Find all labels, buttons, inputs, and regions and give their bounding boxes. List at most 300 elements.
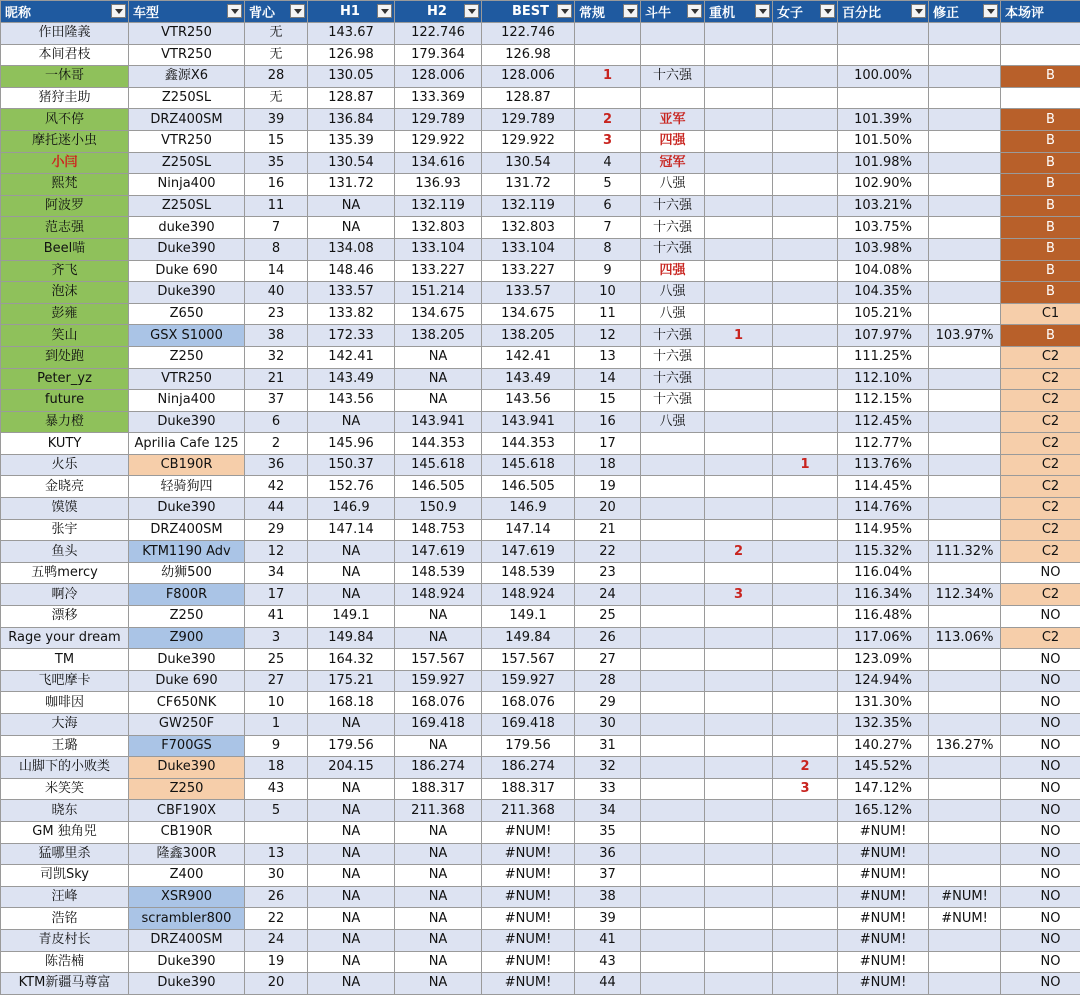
- cell-regular[interactable]: 23: [575, 562, 641, 584]
- cell-model[interactable]: XSR900: [129, 886, 245, 908]
- cell-grade[interactable]: C2: [1001, 519, 1080, 541]
- cell-grade[interactable]: C2: [1001, 541, 1080, 563]
- cell-model[interactable]: 鑫源X6: [129, 66, 245, 88]
- cell-corrected[interactable]: 136.27%: [929, 735, 1001, 757]
- col-header-regular[interactable]: [575, 1, 641, 23]
- cell-regular[interactable]: 29: [575, 692, 641, 714]
- cell-h1[interactable]: 204.15: [308, 757, 395, 779]
- cell-duel[interactable]: [641, 627, 705, 649]
- cell-heavy[interactable]: [705, 757, 773, 779]
- cell-regular[interactable]: 16: [575, 411, 641, 433]
- cell-best[interactable]: 133.227: [482, 260, 575, 282]
- cell-h1[interactable]: 149.84: [308, 627, 395, 649]
- cell-vest[interactable]: 2: [245, 433, 308, 455]
- cell-duel[interactable]: 十六强: [641, 217, 705, 239]
- cell-h2[interactable]: NA: [395, 735, 482, 757]
- cell-vest[interactable]: 无: [245, 87, 308, 109]
- cell-regular[interactable]: 11: [575, 303, 641, 325]
- cell-model[interactable]: Duke390: [129, 238, 245, 260]
- cell-heavy[interactable]: 2: [705, 541, 773, 563]
- cell-vest[interactable]: 6: [245, 411, 308, 433]
- cell-best[interactable]: 144.353: [482, 433, 575, 455]
- cell-corrected[interactable]: [929, 152, 1001, 174]
- cell-heavy[interactable]: [705, 433, 773, 455]
- cell-h1[interactable]: NA: [308, 541, 395, 563]
- cell-nickname[interactable]: 浩铭: [1, 908, 129, 930]
- cell-percent[interactable]: #NUM!: [838, 973, 929, 995]
- cell-regular[interactable]: [575, 44, 641, 66]
- cell-regular[interactable]: 34: [575, 800, 641, 822]
- cell-nickname[interactable]: 摩托迷小虫: [1, 130, 129, 152]
- cell-h1[interactable]: 168.18: [308, 692, 395, 714]
- cell-regular[interactable]: 32: [575, 757, 641, 779]
- cell-duel[interactable]: [641, 800, 705, 822]
- cell-duel[interactable]: [641, 908, 705, 930]
- cell-percent[interactable]: 123.09%: [838, 649, 929, 671]
- cell-vest[interactable]: 27: [245, 670, 308, 692]
- cell-best[interactable]: 149.1: [482, 606, 575, 628]
- cell-percent[interactable]: 112.45%: [838, 411, 929, 433]
- cell-percent[interactable]: 101.98%: [838, 152, 929, 174]
- cell-best[interactable]: 211.368: [482, 800, 575, 822]
- cell-heavy[interactable]: [705, 390, 773, 412]
- cell-nickname[interactable]: 笑山: [1, 325, 129, 347]
- cell-grade[interactable]: NO: [1001, 692, 1080, 714]
- cell-corrected[interactable]: [929, 217, 1001, 239]
- cell-vest[interactable]: 5: [245, 800, 308, 822]
- cell-model[interactable]: CBF190X: [129, 800, 245, 822]
- cell-grade[interactable]: [1001, 23, 1080, 45]
- cell-heavy[interactable]: [705, 519, 773, 541]
- cell-model[interactable]: Z400: [129, 865, 245, 887]
- cell-women[interactable]: [773, 498, 838, 520]
- cell-women[interactable]: [773, 692, 838, 714]
- cell-model[interactable]: Duke 690: [129, 670, 245, 692]
- cell-corrected[interactable]: [929, 865, 1001, 887]
- cell-duel[interactable]: [641, 692, 705, 714]
- cell-grade[interactable]: C2: [1001, 454, 1080, 476]
- cell-grade[interactable]: NO: [1001, 670, 1080, 692]
- cell-heavy[interactable]: [705, 865, 773, 887]
- cell-heavy[interactable]: [705, 130, 773, 152]
- cell-h2[interactable]: 148.753: [395, 519, 482, 541]
- cell-vest[interactable]: 无: [245, 23, 308, 45]
- cell-percent[interactable]: #NUM!: [838, 865, 929, 887]
- cell-vest[interactable]: 32: [245, 346, 308, 368]
- cell-h1[interactable]: 133.57: [308, 282, 395, 304]
- cell-women[interactable]: [773, 519, 838, 541]
- cell-nickname[interactable]: 飞吧摩卡: [1, 670, 129, 692]
- cell-h2[interactable]: 129.789: [395, 109, 482, 131]
- cell-vest[interactable]: 15: [245, 130, 308, 152]
- cell-duel[interactable]: 八强: [641, 411, 705, 433]
- cell-best[interactable]: 145.618: [482, 454, 575, 476]
- cell-heavy[interactable]: [705, 476, 773, 498]
- cell-model[interactable]: Z900: [129, 627, 245, 649]
- cell-model[interactable]: VTR250: [129, 368, 245, 390]
- cell-percent[interactable]: 112.15%: [838, 390, 929, 412]
- cell-vest[interactable]: 44: [245, 498, 308, 520]
- cell-vest[interactable]: 11: [245, 195, 308, 217]
- cell-women[interactable]: [773, 152, 838, 174]
- cell-best[interactable]: #NUM!: [482, 973, 575, 995]
- cell-nickname[interactable]: 熙梵: [1, 174, 129, 196]
- cell-duel[interactable]: [641, 584, 705, 606]
- cell-best[interactable]: 168.076: [482, 692, 575, 714]
- filter-dropdown-icon[interactable]: [983, 4, 998, 18]
- cell-regular[interactable]: 33: [575, 778, 641, 800]
- cell-best[interactable]: 169.418: [482, 714, 575, 736]
- cell-vest[interactable]: 22: [245, 908, 308, 930]
- cell-heavy[interactable]: [705, 152, 773, 174]
- cell-corrected[interactable]: [929, 606, 1001, 628]
- cell-women[interactable]: [773, 325, 838, 347]
- cell-nickname[interactable]: 山脚下的小败类: [1, 757, 129, 779]
- cell-corrected[interactable]: [929, 951, 1001, 973]
- cell-model[interactable]: Duke390: [129, 951, 245, 973]
- cell-h2[interactable]: 146.505: [395, 476, 482, 498]
- cell-h2[interactable]: 179.364: [395, 44, 482, 66]
- cell-vest[interactable]: 12: [245, 541, 308, 563]
- cell-nickname[interactable]: 大海: [1, 714, 129, 736]
- cell-corrected[interactable]: [929, 670, 1001, 692]
- cell-women[interactable]: [773, 606, 838, 628]
- cell-grade[interactable]: NO: [1001, 562, 1080, 584]
- cell-women[interactable]: [773, 282, 838, 304]
- filter-dropdown-icon[interactable]: [755, 4, 770, 18]
- cell-corrected[interactable]: [929, 433, 1001, 455]
- cell-duel[interactable]: 十六强: [641, 368, 705, 390]
- filter-dropdown-icon[interactable]: [623, 4, 638, 18]
- cell-grade[interactable]: NO: [1001, 886, 1080, 908]
- cell-corrected[interactable]: [929, 238, 1001, 260]
- cell-nickname[interactable]: Beel喵: [1, 238, 129, 260]
- cell-best[interactable]: 132.119: [482, 195, 575, 217]
- cell-percent[interactable]: 115.32%: [838, 541, 929, 563]
- cell-h2[interactable]: 159.927: [395, 670, 482, 692]
- cell-grade[interactable]: [1001, 44, 1080, 66]
- filter-dropdown-icon[interactable]: [111, 4, 126, 18]
- cell-vest[interactable]: 41: [245, 606, 308, 628]
- cell-nickname[interactable]: 一休哥: [1, 66, 129, 88]
- cell-grade[interactable]: C2: [1001, 498, 1080, 520]
- cell-nickname[interactable]: 本间君枝: [1, 44, 129, 66]
- filter-dropdown-icon[interactable]: [687, 4, 702, 18]
- cell-corrected[interactable]: [929, 562, 1001, 584]
- cell-model[interactable]: Duke390: [129, 498, 245, 520]
- filter-dropdown-icon[interactable]: [377, 4, 392, 18]
- cell-h2[interactable]: NA: [395, 929, 482, 951]
- cell-women[interactable]: [773, 821, 838, 843]
- cell-vest[interactable]: 8: [245, 238, 308, 260]
- cell-percent[interactable]: 112.10%: [838, 368, 929, 390]
- cell-duel[interactable]: 十六强: [641, 390, 705, 412]
- cell-vest[interactable]: 36: [245, 454, 308, 476]
- col-header-grade[interactable]: [1001, 1, 1080, 23]
- cell-corrected[interactable]: [929, 411, 1001, 433]
- cell-duel[interactable]: 四强: [641, 130, 705, 152]
- cell-best[interactable]: #NUM!: [482, 908, 575, 930]
- cell-h1[interactable]: 147.14: [308, 519, 395, 541]
- cell-grade[interactable]: B: [1001, 152, 1080, 174]
- cell-best[interactable]: 147.14: [482, 519, 575, 541]
- cell-regular[interactable]: 8: [575, 238, 641, 260]
- cell-women[interactable]: 1: [773, 454, 838, 476]
- cell-nickname[interactable]: 暴力橙: [1, 411, 129, 433]
- cell-women[interactable]: [773, 433, 838, 455]
- cell-duel[interactable]: 八强: [641, 174, 705, 196]
- cell-h1[interactable]: NA: [308, 929, 395, 951]
- cell-model[interactable]: Aprilia Cafe 125: [129, 433, 245, 455]
- cell-model[interactable]: Ninja400: [129, 174, 245, 196]
- cell-vest[interactable]: 1: [245, 714, 308, 736]
- cell-grade[interactable]: B: [1001, 109, 1080, 131]
- cell-model[interactable]: GW250F: [129, 714, 245, 736]
- cell-percent[interactable]: 116.48%: [838, 606, 929, 628]
- cell-heavy[interactable]: [705, 411, 773, 433]
- cell-heavy[interactable]: [705, 951, 773, 973]
- cell-vest[interactable]: 39: [245, 109, 308, 131]
- cell-corrected[interactable]: [929, 821, 1001, 843]
- cell-heavy[interactable]: [705, 238, 773, 260]
- cell-h2[interactable]: 134.675: [395, 303, 482, 325]
- cell-regular[interactable]: 15: [575, 390, 641, 412]
- cell-h2[interactable]: NA: [395, 886, 482, 908]
- cell-duel[interactable]: [641, 454, 705, 476]
- filter-dropdown-icon[interactable]: [557, 4, 572, 18]
- cell-h2[interactable]: 157.567: [395, 649, 482, 671]
- cell-corrected[interactable]: [929, 44, 1001, 66]
- cell-nickname[interactable]: 齐飞: [1, 260, 129, 282]
- cell-model[interactable]: duke390: [129, 217, 245, 239]
- cell-h1[interactable]: 145.96: [308, 433, 395, 455]
- col-header-model[interactable]: [129, 1, 245, 23]
- cell-nickname[interactable]: 陈浩楠: [1, 951, 129, 973]
- cell-women[interactable]: [773, 130, 838, 152]
- cell-women[interactable]: [773, 66, 838, 88]
- cell-grade[interactable]: C1: [1001, 303, 1080, 325]
- cell-regular[interactable]: 25: [575, 606, 641, 628]
- cell-grade[interactable]: C2: [1001, 476, 1080, 498]
- cell-h1[interactable]: 142.41: [308, 346, 395, 368]
- cell-percent[interactable]: 103.75%: [838, 217, 929, 239]
- cell-best[interactable]: 133.57: [482, 282, 575, 304]
- cell-women[interactable]: [773, 735, 838, 757]
- cell-h1[interactable]: 152.76: [308, 476, 395, 498]
- cell-heavy[interactable]: [705, 195, 773, 217]
- cell-regular[interactable]: 22: [575, 541, 641, 563]
- cell-duel[interactable]: 十六强: [641, 325, 705, 347]
- cell-nickname[interactable]: 啊冷: [1, 584, 129, 606]
- cell-h2[interactable]: 132.119: [395, 195, 482, 217]
- cell-corrected[interactable]: [929, 778, 1001, 800]
- cell-vest[interactable]: 43: [245, 778, 308, 800]
- cell-best[interactable]: 179.56: [482, 735, 575, 757]
- cell-percent[interactable]: 132.35%: [838, 714, 929, 736]
- cell-h1[interactable]: 172.33: [308, 325, 395, 347]
- filter-dropdown-icon[interactable]: [227, 4, 242, 18]
- cell-vest[interactable]: 9: [245, 735, 308, 757]
- cell-duel[interactable]: [641, 433, 705, 455]
- cell-grade[interactable]: C2: [1001, 346, 1080, 368]
- cell-duel[interactable]: 八强: [641, 282, 705, 304]
- cell-heavy[interactable]: [705, 670, 773, 692]
- cell-grade[interactable]: B: [1001, 130, 1080, 152]
- cell-corrected[interactable]: [929, 498, 1001, 520]
- cell-women[interactable]: [773, 541, 838, 563]
- cell-percent[interactable]: #NUM!: [838, 843, 929, 865]
- cell-model[interactable]: F700GS: [129, 735, 245, 757]
- cell-percent[interactable]: 116.34%: [838, 584, 929, 606]
- cell-h1[interactable]: NA: [308, 411, 395, 433]
- cell-h1[interactable]: NA: [308, 886, 395, 908]
- cell-regular[interactable]: 9: [575, 260, 641, 282]
- cell-h1[interactable]: 126.98: [308, 44, 395, 66]
- cell-heavy[interactable]: [705, 23, 773, 45]
- cell-h1[interactable]: NA: [308, 714, 395, 736]
- cell-h2[interactable]: 211.368: [395, 800, 482, 822]
- cell-h1[interactable]: 134.08: [308, 238, 395, 260]
- cell-h1[interactable]: 136.84: [308, 109, 395, 131]
- cell-heavy[interactable]: [705, 109, 773, 131]
- cell-corrected[interactable]: #NUM!: [929, 886, 1001, 908]
- cell-women[interactable]: [773, 174, 838, 196]
- cell-duel[interactable]: [641, 649, 705, 671]
- cell-nickname[interactable]: Rage your dream: [1, 627, 129, 649]
- cell-h1[interactable]: 133.82: [308, 303, 395, 325]
- cell-corrected[interactable]: 111.32%: [929, 541, 1001, 563]
- col-header-heavy[interactable]: [705, 1, 773, 23]
- cell-regular[interactable]: 43: [575, 951, 641, 973]
- cell-h2[interactable]: 143.941: [395, 411, 482, 433]
- cell-h2[interactable]: 186.274: [395, 757, 482, 779]
- col-header-nickname[interactable]: [1, 1, 129, 23]
- cell-vest[interactable]: 30: [245, 865, 308, 887]
- cell-vest[interactable]: [245, 821, 308, 843]
- cell-regular[interactable]: 17: [575, 433, 641, 455]
- cell-duel[interactable]: [641, 562, 705, 584]
- cell-regular[interactable]: 3: [575, 130, 641, 152]
- cell-women[interactable]: [773, 973, 838, 995]
- cell-nickname[interactable]: TM: [1, 649, 129, 671]
- cell-best[interactable]: 128.87: [482, 87, 575, 109]
- cell-h1[interactable]: 131.72: [308, 174, 395, 196]
- cell-model[interactable]: Duke390: [129, 757, 245, 779]
- cell-grade[interactable]: C2: [1001, 627, 1080, 649]
- cell-nickname[interactable]: 晓东: [1, 800, 129, 822]
- cell-regular[interactable]: 38: [575, 886, 641, 908]
- cell-nickname[interactable]: GM 独角兕: [1, 821, 129, 843]
- cell-vest[interactable]: 23: [245, 303, 308, 325]
- cell-regular[interactable]: 5: [575, 174, 641, 196]
- cell-h2[interactable]: 148.924: [395, 584, 482, 606]
- cell-heavy[interactable]: [705, 346, 773, 368]
- cell-best[interactable]: 129.922: [482, 130, 575, 152]
- cell-best[interactable]: 143.56: [482, 390, 575, 412]
- cell-nickname[interactable]: 汪峰: [1, 886, 129, 908]
- cell-heavy[interactable]: [705, 44, 773, 66]
- cell-duel[interactable]: 八强: [641, 303, 705, 325]
- cell-model[interactable]: KTM1190 Adv: [129, 541, 245, 563]
- cell-corrected[interactable]: [929, 519, 1001, 541]
- cell-vest[interactable]: 10: [245, 692, 308, 714]
- cell-regular[interactable]: 41: [575, 929, 641, 951]
- cell-model[interactable]: GSX S1000: [129, 325, 245, 347]
- cell-h2[interactable]: 147.619: [395, 541, 482, 563]
- cell-grade[interactable]: NO: [1001, 649, 1080, 671]
- cell-vest[interactable]: 13: [245, 843, 308, 865]
- cell-h2[interactable]: 145.618: [395, 454, 482, 476]
- cell-best[interactable]: 148.924: [482, 584, 575, 606]
- cell-nickname[interactable]: 金晓亮: [1, 476, 129, 498]
- cell-regular[interactable]: 14: [575, 368, 641, 390]
- cell-h1[interactable]: 179.56: [308, 735, 395, 757]
- cell-percent[interactable]: 101.50%: [838, 130, 929, 152]
- cell-heavy[interactable]: [705, 778, 773, 800]
- cell-h2[interactable]: NA: [395, 865, 482, 887]
- cell-regular[interactable]: 26: [575, 627, 641, 649]
- cell-nickname[interactable]: 火乐: [1, 454, 129, 476]
- cell-nickname[interactable]: 五鸭mercy: [1, 562, 129, 584]
- cell-vest[interactable]: 35: [245, 152, 308, 174]
- cell-h1[interactable]: NA: [308, 217, 395, 239]
- cell-grade[interactable]: B: [1001, 260, 1080, 282]
- cell-nickname[interactable]: 青皮村长: [1, 929, 129, 951]
- cell-vest[interactable]: 28: [245, 66, 308, 88]
- cell-h1[interactable]: 175.21: [308, 670, 395, 692]
- cell-percent[interactable]: 112.77%: [838, 433, 929, 455]
- cell-h1[interactable]: NA: [308, 951, 395, 973]
- cell-women[interactable]: [773, 346, 838, 368]
- cell-regular[interactable]: 6: [575, 195, 641, 217]
- cell-corrected[interactable]: [929, 973, 1001, 995]
- cell-women[interactable]: [773, 368, 838, 390]
- cell-heavy[interactable]: [705, 282, 773, 304]
- cell-women[interactable]: [773, 649, 838, 671]
- cell-nickname[interactable]: 司凯Sky: [1, 865, 129, 887]
- cell-nickname[interactable]: 鱼头: [1, 541, 129, 563]
- cell-h1[interactable]: 149.1: [308, 606, 395, 628]
- cell-best[interactable]: 132.803: [482, 217, 575, 239]
- cell-model[interactable]: Duke390: [129, 973, 245, 995]
- cell-grade[interactable]: NO: [1001, 757, 1080, 779]
- cell-h1[interactable]: 135.39: [308, 130, 395, 152]
- cell-percent[interactable]: 117.06%: [838, 627, 929, 649]
- cell-h2[interactable]: NA: [395, 627, 482, 649]
- cell-nickname[interactable]: 风不停: [1, 109, 129, 131]
- cell-grade[interactable]: NO: [1001, 714, 1080, 736]
- cell-best[interactable]: #NUM!: [482, 929, 575, 951]
- cell-regular[interactable]: 1: [575, 66, 641, 88]
- cell-heavy[interactable]: [705, 886, 773, 908]
- cell-duel[interactable]: 十六强: [641, 195, 705, 217]
- cell-corrected[interactable]: [929, 368, 1001, 390]
- cell-percent[interactable]: 124.94%: [838, 670, 929, 692]
- cell-grade[interactable]: NO: [1001, 735, 1080, 757]
- cell-best[interactable]: 131.72: [482, 174, 575, 196]
- cell-women[interactable]: [773, 109, 838, 131]
- cell-nickname[interactable]: 阿波罗: [1, 195, 129, 217]
- cell-regular[interactable]: 18: [575, 454, 641, 476]
- cell-model[interactable]: CB190R: [129, 821, 245, 843]
- cell-women[interactable]: [773, 195, 838, 217]
- cell-corrected[interactable]: [929, 282, 1001, 304]
- cell-h1[interactable]: 146.9: [308, 498, 395, 520]
- cell-regular[interactable]: 4: [575, 152, 641, 174]
- cell-percent[interactable]: 113.76%: [838, 454, 929, 476]
- col-header-h2[interactable]: [395, 1, 482, 23]
- cell-best[interactable]: #NUM!: [482, 865, 575, 887]
